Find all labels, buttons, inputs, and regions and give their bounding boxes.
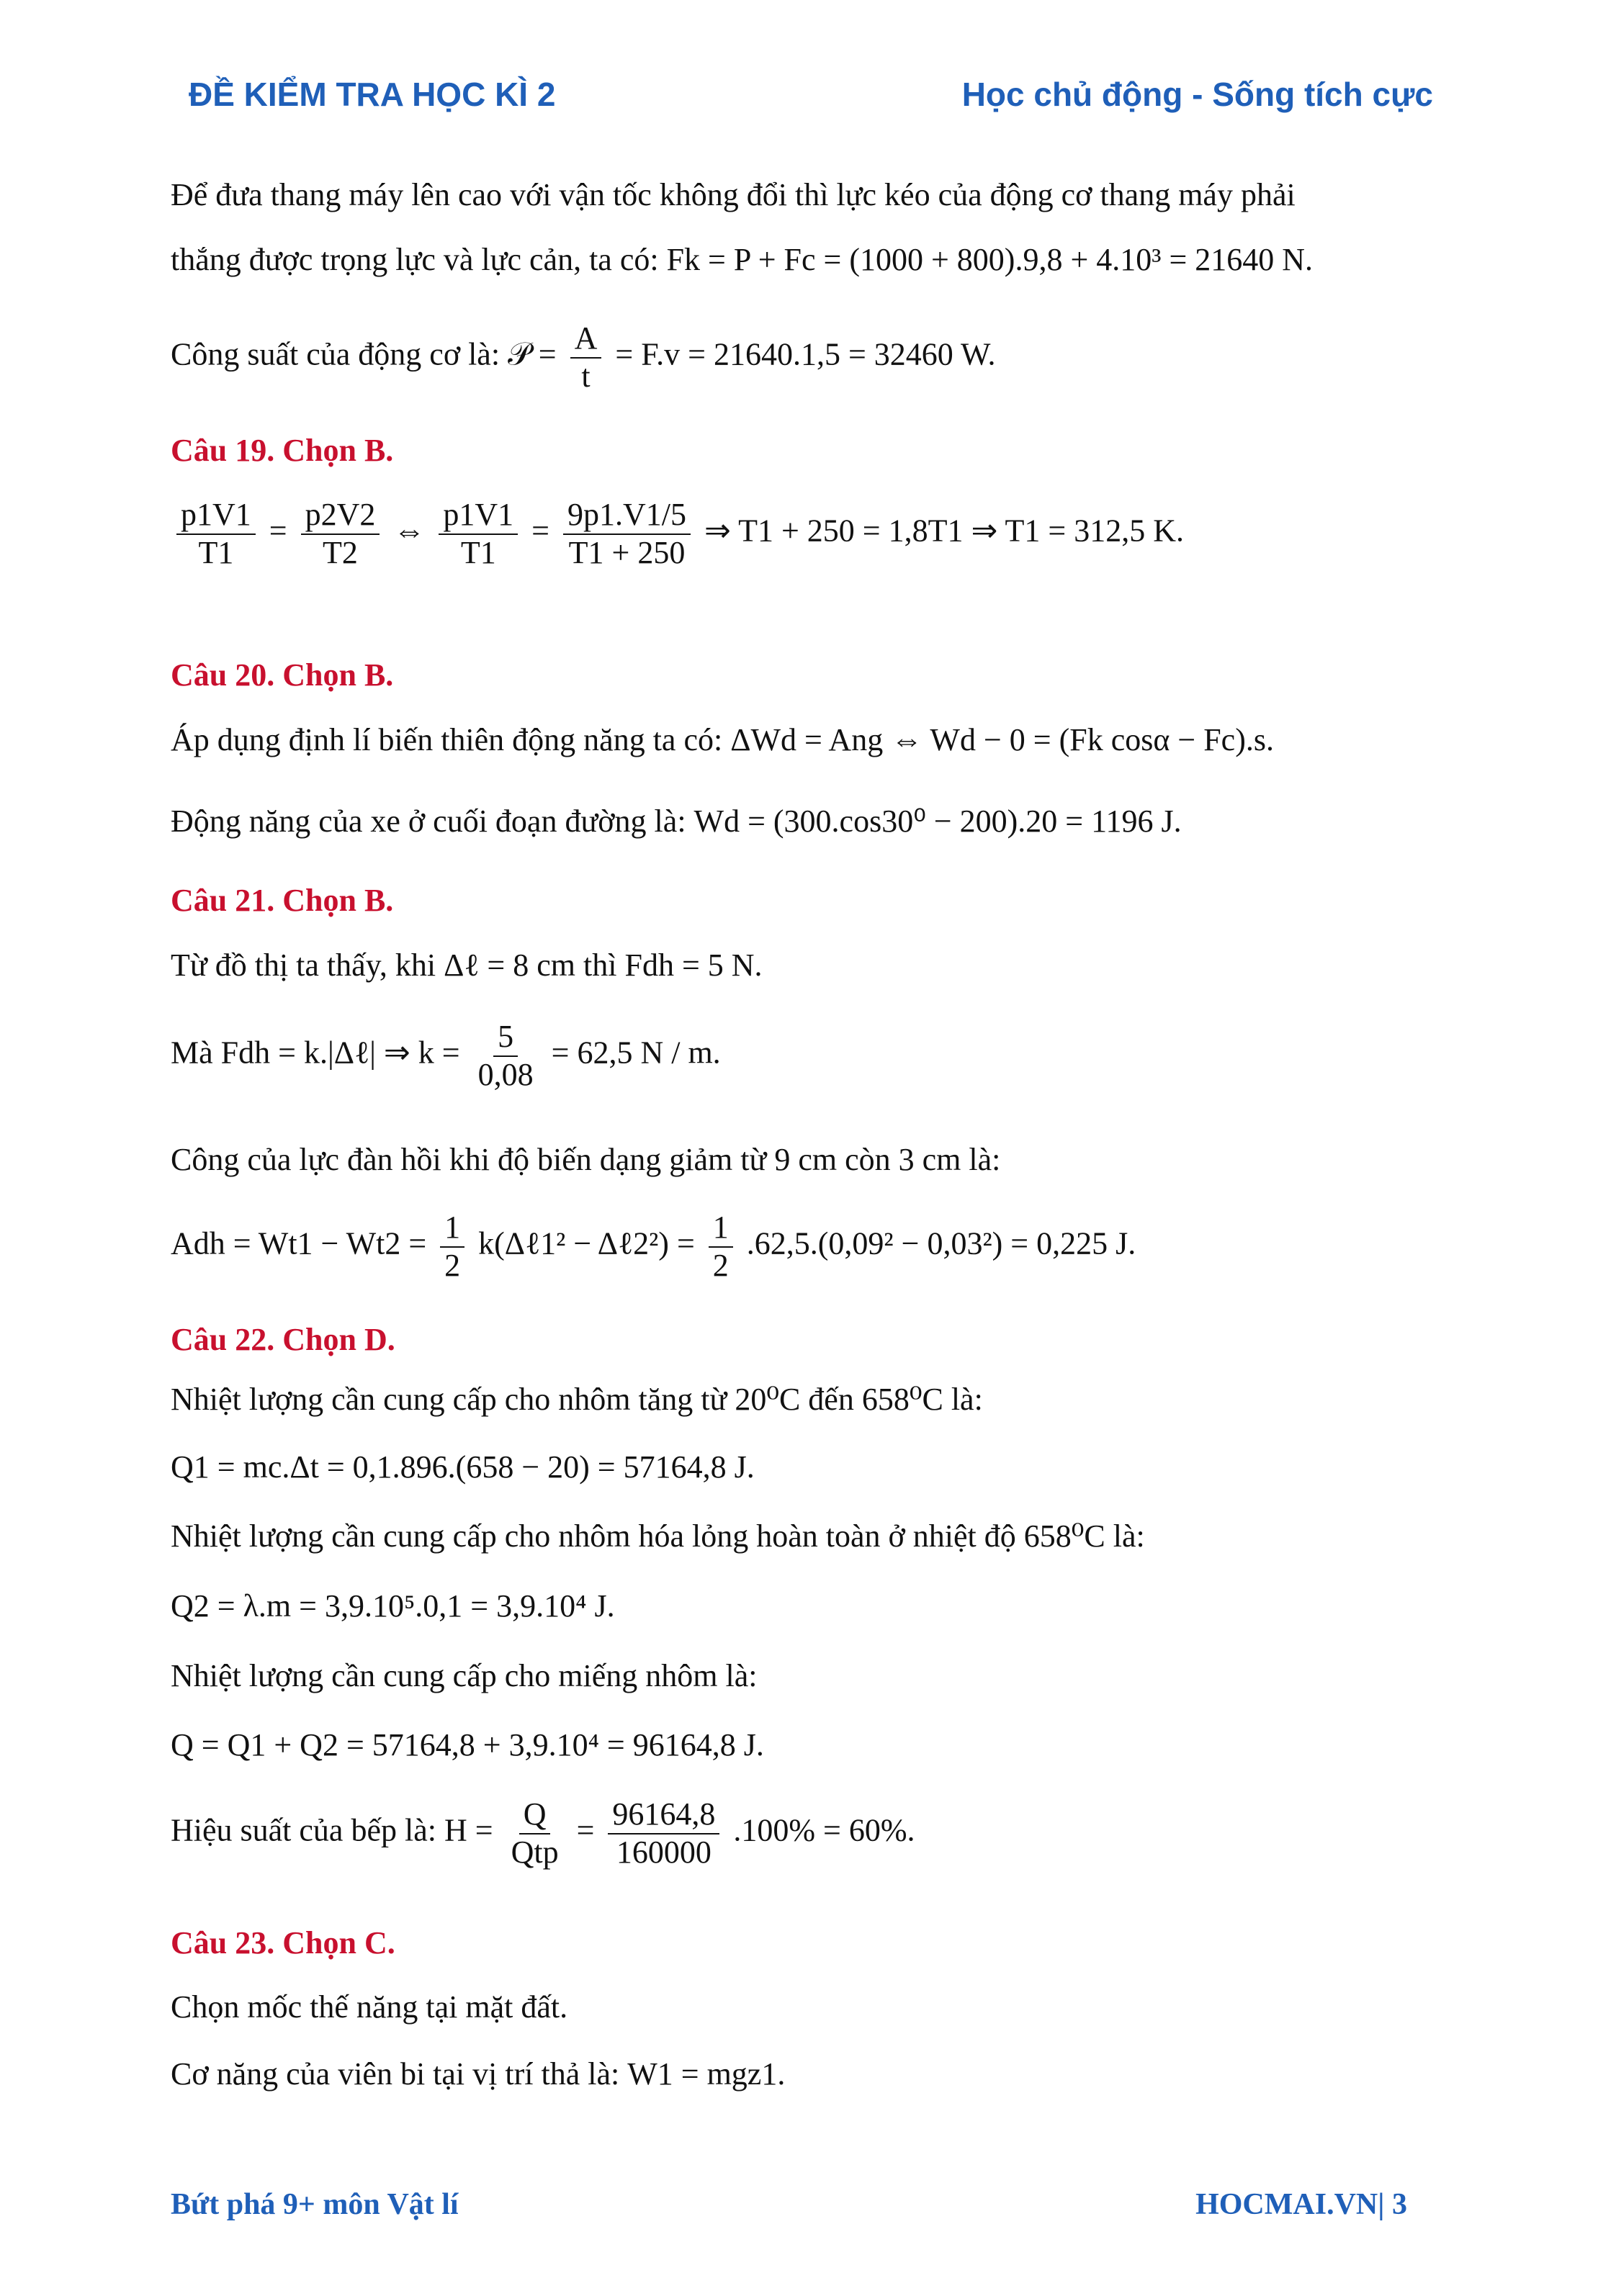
equation: Adh = Wt1 − Wt2 = $\frac{1}{2}$ k(Δℓ1² − Δℓ2²) = $\frac{1}{2}$ .62,5.(0,09² − 0,03²) = 0,225 J.	[171, 1210, 1136, 1283]
equation: Q1 = mc.Δt = 0,1.896.(658 − 20) = 57164,8 J.	[171, 1449, 755, 1485]
paragraph: Để đưa thang máy lên cao với vận tốc không đổi thì lực kéo của động cơ thang máy phải	[171, 177, 1296, 212]
fraction: $\frac{1}{2}$	[709, 1210, 733, 1284]
header-slogan: Học chủ động - Sống tích cực	[961, 76, 1433, 113]
question-heading: Câu 21. Chọn B.	[171, 883, 394, 918]
fraction: $\frac{A}{t}$	[570, 320, 602, 395]
fraction: $\frac{96164,8}{160000}$	[608, 1796, 719, 1870]
fraction: $\frac{5}{0,08}$	[477, 1019, 534, 1092]
header-title: ĐỀ KIỂM TRA HỌC KÌ 2	[189, 76, 556, 113]
fraction: $\frac{p1V1}{T1}$	[439, 497, 518, 571]
equation: Q2 = λ.m = 3,9.10⁵.0,1 = 3,9.10⁴ J.	[171, 1588, 615, 1624]
paragraph: Động năng của xe ở cuối đoạn đường là: Wd = (300.cos30⁰ − 200).20 = 1196 J.	[171, 803, 1182, 839]
fraction: $\frac{p2V2}{T2}$	[301, 497, 380, 571]
paragraph: Nhiệt lượng cần cung cấp cho nhôm tăng từ 20⁰C đến 658⁰C là:	[171, 1382, 983, 1417]
fraction: $\frac{9p1.V1/5}{T1 + 250}$	[563, 497, 691, 571]
fraction: $\frac{Q}{\text{Qtp}}$	[511, 1796, 559, 1870]
question-heading: Câu 19. Chọn B.	[171, 433, 394, 468]
paragraph: Công của lực đàn hồi khi độ biến dạng giảm từ 9 cm còn 3 cm là:	[171, 1142, 1001, 1177]
footer-page: HOCMAI.VN| 3	[1195, 2188, 1407, 2221]
paragraph: Nhiệt lượng cần cung cấp cho nhôm hóa lỏng hoàn toàn ở nhiệt độ 658⁰C là:	[171, 1518, 1145, 1554]
paragraph: Từ đồ thị ta thấy, khi Δℓ = 8 cm thì Fdh = 5 N.	[171, 947, 763, 983]
paragraph: Mà Fdh = k.|Δℓ| ⇒ k = $\frac{5}{0,08}$ = 62,5 N / m.	[171, 1019, 721, 1092]
paragraph: Áp dụng định lí biến thiên động năng ta có: ΔWd = Ang ⇔ Wd − 0 = (Fk cosα − Fc).s.	[171, 722, 1274, 757]
question-heading: Câu 23. Chọn C.	[171, 1925, 395, 1960]
paragraph: thắng được trọng lực và lực cản, ta có: Fk = P + Fc = (1000 + 800).9,8 + 4.10³ = 21640 N.	[171, 242, 1314, 277]
paragraph: Cơ năng của viên bi tại vị trí thả là: W1 = mgz1.	[171, 2056, 786, 2092]
footer-course: Bứt phá 9+ môn Vật lí	[171, 2188, 459, 2221]
question-heading: Câu 20. Chọn B.	[171, 657, 394, 693]
equation: Fk = P + Fc = (1000 + 800).9,8 + 4.10³ = 21640 N.	[666, 242, 1314, 277]
equation: ΔWd = Ang ⇔ Wd − 0 = (Fk cosα − Fc).s.	[730, 722, 1274, 757]
paragraph: Hiệu suất của bếp là: H = $\frac{Q}{\text{Qtp}}$ = $\frac{96164,8}{160000}$ .100% = 60%.	[171, 1796, 915, 1870]
paragraph: Nhiệt lượng cần cung cấp cho miếng nhôm là:	[171, 1658, 758, 1693]
fraction: $\frac{1}{2}$	[440, 1210, 464, 1284]
equation: $\frac{p1V1}{T1}$ = $\frac{p2V2}{T2}$ ⇔ $\frac{p1V1}{T1}$ = $\frac{9p1.V1/5}{T1 + 250}$ ⇒ T1 + 250 = 1,8T1 ⇒ T1 = 312,5 K.	[171, 497, 1184, 571]
paragraph: Chọn mốc thế năng tại mặt đất.	[171, 1989, 568, 2025]
paragraph: Công suất của động cơ là: 𝒫 = $\frac{A}{t}$ = F.v = 21640.1,5 = 32460 W.	[171, 320, 996, 394]
question-heading: Câu 22. Chọn D.	[171, 1322, 395, 1357]
fraction: $\frac{p1V1}{T1}$	[176, 497, 256, 571]
equation: Wd = (300.cos30⁰ − 200).20 = 1196 J.	[693, 803, 1182, 839]
equation: Q = Q1 + Q2 = 57164,8 + 3,9.10⁴ = 96164,8 J.	[171, 1727, 764, 1762]
